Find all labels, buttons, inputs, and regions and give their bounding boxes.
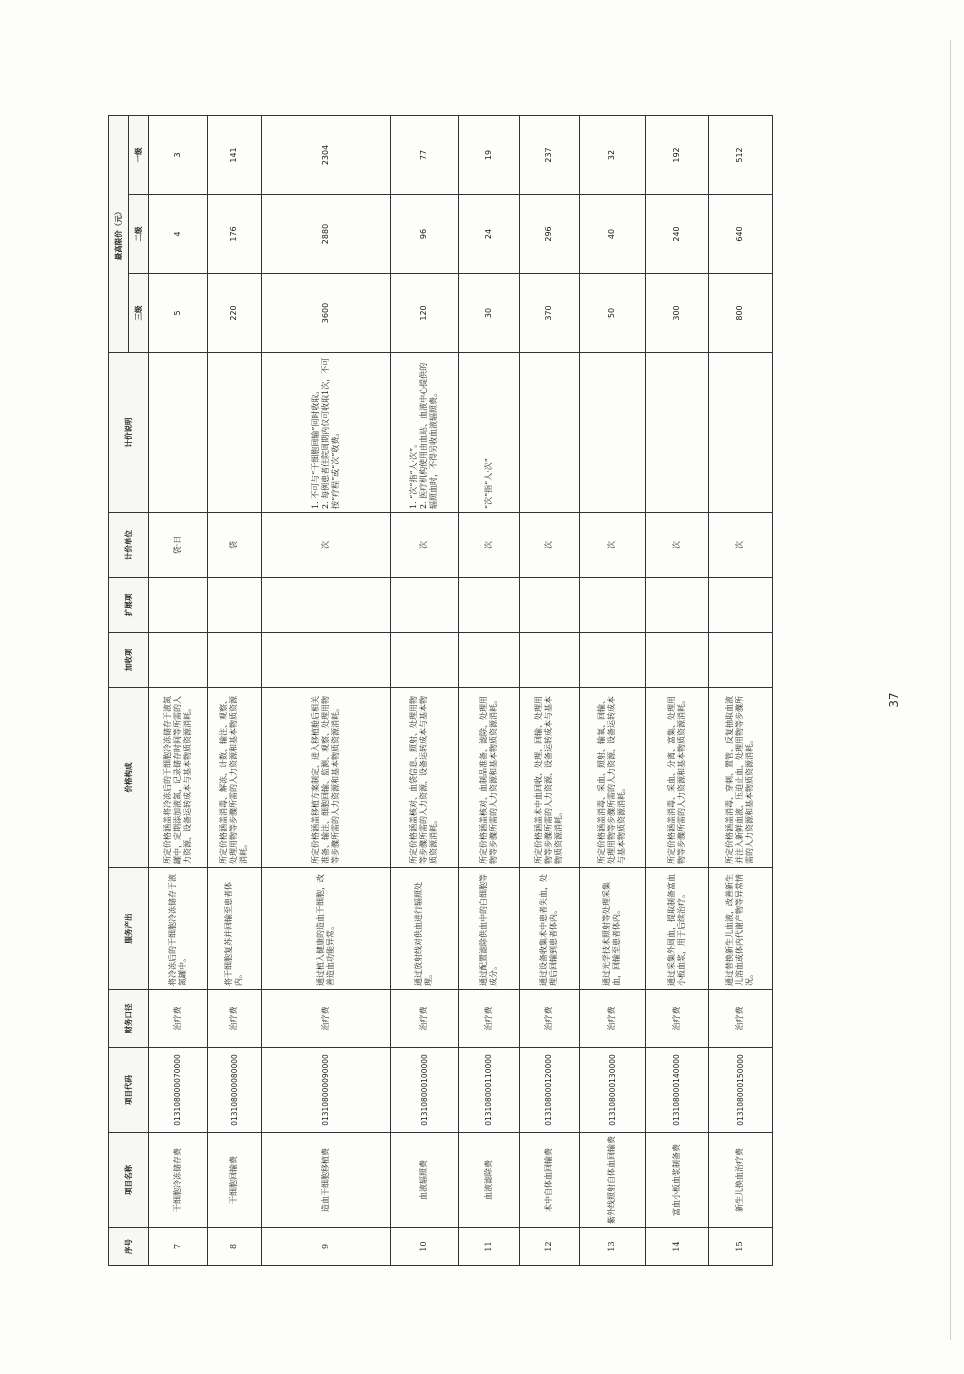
row-code: 013108000130000 bbox=[579, 1048, 646, 1133]
row-addon bbox=[708, 633, 773, 688]
row-output: 通过设备收集术中患者失血，处理后回输到患者体内。 bbox=[519, 868, 579, 990]
row-addon bbox=[519, 633, 579, 688]
row-name: 血液滤除费 bbox=[459, 1133, 519, 1228]
row-unit: 次 bbox=[646, 513, 708, 578]
row-price-level1: 237 bbox=[519, 115, 579, 194]
header-addon: 加收项 bbox=[109, 633, 149, 688]
table-row bbox=[390, 115, 459, 1265]
row-seq: 14 bbox=[646, 1228, 708, 1266]
row-price-level3: 800 bbox=[708, 274, 773, 353]
row-finance: 治疗费 bbox=[646, 990, 708, 1048]
row-code: 013108000150000 bbox=[708, 1048, 773, 1133]
row-addon bbox=[646, 633, 708, 688]
row-name: 富血小板血浆制备费 bbox=[646, 1133, 708, 1228]
table-row bbox=[646, 115, 708, 1265]
row-composition: 所定价格涵盖术中血回收、处理、回输、处理用物等步骤所需的人力资源、设备运转成本与基本物质资源消耗。 bbox=[519, 688, 579, 868]
row-code: 013108000080000 bbox=[208, 1048, 262, 1133]
row-composition: 所定价格涵盖消毒、采血、照射、输氧、回输、处理用物等步骤所需的人力资源、设备运转成本与基本物质资源消耗。 bbox=[579, 688, 646, 868]
row-finance: 治疗费 bbox=[261, 990, 390, 1048]
row-code: 013108000140000 bbox=[646, 1048, 708, 1133]
row-price-level2: 240 bbox=[646, 195, 708, 274]
row-name: 干细胞回输费 bbox=[208, 1133, 262, 1228]
header-level2: 二级 bbox=[129, 195, 149, 274]
table-row bbox=[708, 115, 773, 1265]
header-unit: 计价单位 bbox=[109, 513, 149, 578]
row-extension bbox=[149, 578, 208, 633]
row-seq: 9 bbox=[261, 1228, 390, 1266]
row-composition: 所定价格涵盖核对、血制品准备、滤除、处理用物等步骤所需的人力资源和基本物质资源消耗。 bbox=[459, 688, 519, 868]
table-row bbox=[579, 115, 646, 1265]
row-extension bbox=[390, 578, 459, 633]
row-composition: 所定价格涵盖将冷冻后的干细胞冷冻储存于液氮罐中，定期添加液氮，记录储存时间等所需的人力资源、设备运转成本与基本物质资源消耗。 bbox=[149, 688, 208, 868]
row-price-level1: 512 bbox=[708, 115, 773, 194]
row-price-level2: 24 bbox=[459, 195, 519, 274]
row-seq: 13 bbox=[579, 1228, 646, 1266]
row-addon bbox=[208, 633, 262, 688]
row-price-level3: 30 bbox=[459, 274, 519, 353]
row-name: 造血干细胞移植费 bbox=[261, 1133, 390, 1228]
table-row bbox=[261, 115, 390, 1265]
row-note bbox=[579, 353, 646, 513]
row-note bbox=[646, 353, 708, 513]
row-seq: 10 bbox=[390, 1228, 459, 1266]
row-name: 紫外线照射自体血回输费 bbox=[579, 1133, 646, 1228]
header-composition: 价格构成 bbox=[109, 688, 149, 868]
row-composition: 所定价格涵盖消毒、采血、分离、富集、处理用物等步骤所需的人力资源和基本物质资源消耗。 bbox=[646, 688, 708, 868]
row-unit: 次 bbox=[390, 513, 459, 578]
row-addon bbox=[149, 633, 208, 688]
row-finance: 治疗费 bbox=[459, 990, 519, 1048]
row-finance: 治疗费 bbox=[390, 990, 459, 1048]
page-number: 37 bbox=[887, 692, 901, 708]
row-name: 术中自体血回输费 bbox=[519, 1133, 579, 1228]
row-price-level3: 370 bbox=[519, 274, 579, 353]
row-note: 1. “次”指“人·次”。 2. 医疗机构使用由血站、血液中心提供的辐照血时，不得另收血液辐照费。 bbox=[390, 353, 459, 513]
row-unit: 次 bbox=[261, 513, 390, 578]
row-finance: 治疗费 bbox=[708, 990, 773, 1048]
row-finance: 治疗费 bbox=[519, 990, 579, 1048]
row-note bbox=[519, 353, 579, 513]
table-body bbox=[149, 115, 773, 1265]
row-price-level3: 300 bbox=[646, 274, 708, 353]
row-code: 013108000070000 bbox=[149, 1048, 208, 1133]
row-addon bbox=[390, 633, 459, 688]
header-code: 项目代码 bbox=[109, 1048, 149, 1133]
row-price-level3: 50 bbox=[579, 274, 646, 353]
row-name: 血液辐照费 bbox=[390, 1133, 459, 1228]
row-price-level2: 96 bbox=[390, 195, 459, 274]
row-extension bbox=[519, 578, 579, 633]
row-unit: 次 bbox=[708, 513, 773, 578]
row-note bbox=[149, 353, 208, 513]
scan-edge-line bbox=[950, 40, 951, 1340]
row-composition: 所定价格涵盖移植方案制定、进入移植舱后相关准备、输注、细胞回输、监测、观察、处理用物等步骤所需的人力资源和基本物质资源消耗。 bbox=[261, 688, 390, 868]
header-note: 计价说明 bbox=[109, 353, 149, 513]
row-finance: 治疗费 bbox=[579, 990, 646, 1048]
row-extension bbox=[459, 578, 519, 633]
row-price-level1: 77 bbox=[390, 115, 459, 194]
row-output: 通过光学技术照射等处理采集血，回输至患者体内。 bbox=[579, 868, 646, 990]
row-note: “次”指“人·次” bbox=[459, 353, 519, 513]
row-finance: 治疗费 bbox=[149, 990, 208, 1048]
row-name: 干细胞冷冻储存费 bbox=[149, 1133, 208, 1228]
table-row bbox=[149, 115, 208, 1265]
row-addon bbox=[459, 633, 519, 688]
row-code: 013108000090000 bbox=[261, 1048, 390, 1133]
row-price-level1: 19 bbox=[459, 115, 519, 194]
header-max-price: 最高限价（元） bbox=[109, 115, 129, 352]
table-row bbox=[519, 115, 579, 1265]
row-price-level3: 220 bbox=[208, 274, 262, 353]
row-price-level2: 296 bbox=[519, 195, 579, 274]
row-output: 通过替换新生儿血液，改善新生儿溶血或体内代谢产物等异常情况。 bbox=[708, 868, 773, 990]
row-price-level2: 4 bbox=[149, 195, 208, 274]
row-extension bbox=[708, 578, 773, 633]
row-seq: 12 bbox=[519, 1228, 579, 1266]
header-output: 服务产出 bbox=[109, 868, 149, 990]
row-seq: 15 bbox=[708, 1228, 773, 1266]
row-price-level1: 141 bbox=[208, 115, 262, 194]
row-note: 1. 不可与“干细胞回输”同时收取。 2. 每例患者住院周期内仅可收取1次，不可按“疗程”或“次”收费。 bbox=[261, 353, 390, 513]
row-unit: 次 bbox=[459, 513, 519, 578]
row-price-level2: 40 bbox=[579, 195, 646, 274]
row-finance: 治疗费 bbox=[208, 990, 262, 1048]
header-seq: 序号 bbox=[109, 1228, 149, 1266]
row-price-level2: 176 bbox=[208, 195, 262, 274]
row-composition: 所定价格涵盖消毒、穿刺、置管、反复抽取血液并注入新鲜血液、压迫止血、处理用物等步骤所需的人力资源和基本物质资源消耗。 bbox=[708, 688, 773, 868]
row-extension bbox=[579, 578, 646, 633]
row-note bbox=[208, 353, 262, 513]
row-addon bbox=[261, 633, 390, 688]
row-extension bbox=[261, 578, 390, 633]
row-seq: 11 bbox=[459, 1228, 519, 1266]
row-unit: 次 bbox=[579, 513, 646, 578]
row-output: 通过采集外周血，提取制备富血小板血浆，用于后续治疗。 bbox=[646, 868, 708, 990]
header-level1: 一级 bbox=[129, 115, 149, 194]
row-unit: 次 bbox=[519, 513, 579, 578]
row-price-level3: 3600 bbox=[261, 274, 390, 353]
row-extension bbox=[208, 578, 262, 633]
row-price-level3: 5 bbox=[149, 274, 208, 353]
row-price-level2: 2880 bbox=[261, 195, 390, 274]
header-finance: 财务口径 bbox=[109, 990, 149, 1048]
row-addon bbox=[579, 633, 646, 688]
row-output: 将干细胞复苏并回输至患者体内。 bbox=[208, 868, 262, 990]
row-code: 013108000110000 bbox=[459, 1048, 519, 1133]
row-price-level1: 3 bbox=[149, 115, 208, 194]
row-composition: 所定价格涵盖核对、血袋信息、照射、处理用物等步骤所需的人力资源、设备运转成本与基本物质资源消耗。 bbox=[390, 688, 459, 868]
price-table bbox=[108, 115, 773, 1266]
row-output: 通过配置滤除供血中的白细胞等成分。 bbox=[459, 868, 519, 990]
row-price-level2: 640 bbox=[708, 195, 773, 274]
row-price-level1: 192 bbox=[646, 115, 708, 194]
row-composition: 所定价格涵盖消毒、解冻、计数、输注、观察、处理用物等步骤所需的人力资源和基本物质资源消耗。 bbox=[208, 688, 262, 868]
rotated-table-wrapper bbox=[108, 116, 773, 1266]
row-price-level1: 32 bbox=[579, 115, 646, 194]
row-output: 通过放射线对供血进行辐照处理。 bbox=[390, 868, 459, 990]
row-code: 013108000100000 bbox=[390, 1048, 459, 1133]
row-output: 将冷冻后的干细胞冷冻储存于液氮罐中。 bbox=[149, 868, 208, 990]
row-unit: 袋·日 bbox=[149, 513, 208, 578]
table-row bbox=[459, 115, 519, 1265]
row-note bbox=[708, 353, 773, 513]
row-extension bbox=[646, 578, 708, 633]
row-output: 通过植入健康的造血干细胞，改善造血功能异常。 bbox=[261, 868, 390, 990]
row-seq: 7 bbox=[149, 1228, 208, 1266]
table-row bbox=[208, 115, 262, 1265]
row-unit: 袋 bbox=[208, 513, 262, 578]
row-price-level1: 2304 bbox=[261, 115, 390, 194]
row-price-level3: 120 bbox=[390, 274, 459, 353]
row-name: 新生儿换血治疗费 bbox=[708, 1133, 773, 1228]
header-name: 项目名称 bbox=[109, 1133, 149, 1228]
row-code: 013108000120000 bbox=[519, 1048, 579, 1133]
header-level3: 三级 bbox=[129, 274, 149, 353]
row-seq: 8 bbox=[208, 1228, 262, 1266]
header-extension: 扩展项 bbox=[109, 578, 149, 633]
